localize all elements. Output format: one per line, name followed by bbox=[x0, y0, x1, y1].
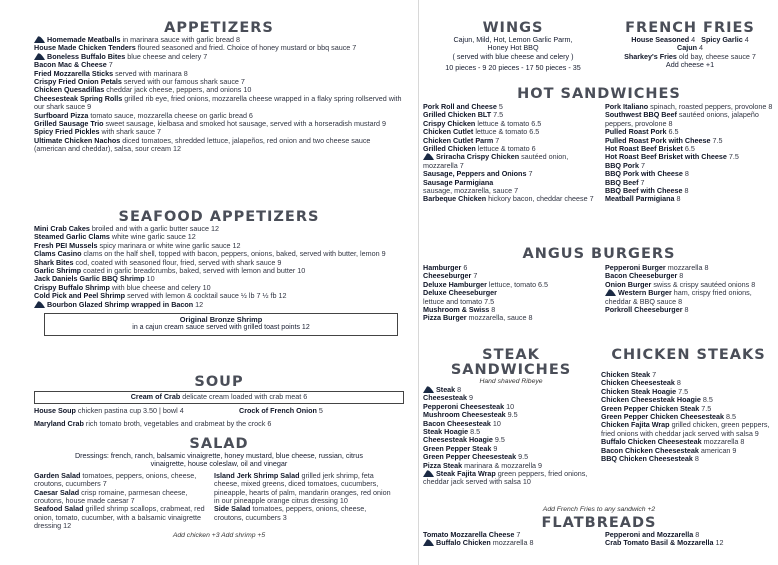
menu-item-name: Porkroll Cheeseburger bbox=[605, 305, 683, 315]
menu-item-desc: sautéed onion, mozzarella 7 bbox=[423, 152, 569, 170]
menu-item bbox=[605, 111, 775, 128]
menu-item-desc: 12 bbox=[713, 538, 724, 548]
menu-item-desc: marinara & mozzarella 9 bbox=[462, 460, 543, 470]
menu-item-desc: lettuce, tomato 6.5 bbox=[486, 279, 549, 289]
menu-item-desc: 9 bbox=[491, 443, 498, 453]
menu-item-desc: floured seasoned and fried. Choice of honey mustard or bbq sauce 7 bbox=[135, 43, 357, 53]
menu-item-desc: spicy marinara or white wine garlic sauce 12 bbox=[97, 240, 241, 250]
hot-sandwiches-title: HOT SANDWICHES bbox=[517, 86, 681, 102]
fries-row-1: House Seasoned 4 Spicy Garlic 4 bbox=[631, 35, 749, 44]
menu-item-name: Mini Crab Cakes bbox=[34, 224, 90, 233]
menu-item-name: Onion Burger bbox=[605, 279, 652, 289]
menu-item-name: Pizza Steak bbox=[423, 460, 463, 470]
menu-item-name: Cheesesteak bbox=[423, 393, 467, 403]
menu-item-name: Sausage Parmigiana bbox=[423, 177, 494, 187]
wings-flavors: Cajun, Mild, Hot, Lemon Garlic Parm, Honey Hot BBQ bbox=[453, 35, 573, 53]
menu-item-desc: mozzarella 8 bbox=[701, 437, 745, 447]
menu-item-name: Chicken Steak Hoagie bbox=[601, 386, 677, 396]
menu-item-name: Sriracha Crispy Chicken bbox=[436, 152, 520, 162]
menu-item bbox=[605, 306, 775, 314]
menu-item-name: Garden Salad bbox=[34, 470, 81, 480]
menu-item-desc: sausage, mozzarella, sauce 7 bbox=[423, 186, 519, 196]
menu-item-name: Side Salad bbox=[214, 504, 251, 514]
menu-item-name: Bacon Chicken Cheesesteak bbox=[601, 445, 699, 455]
menu-item-name: Chicken Cheesesteak Hoagie bbox=[601, 395, 701, 405]
menu-item-desc: broiled and with a garlic butter sauce 12 bbox=[89, 224, 219, 233]
menu-item-desc: grilled jerk shrimp, feta cheese, mixed greens, diced tomatoes, cucumbers, pineapple, hearts of palm, mandarin oranges, red onion in our pineapple orange citrus dressing 10 bbox=[214, 470, 391, 506]
menu-item-name: Meatball Parmigiana bbox=[605, 194, 675, 204]
salad-title: SALAD bbox=[189, 436, 249, 452]
menu-item-desc: 7 bbox=[106, 60, 113, 70]
menu-item-desc: 6.5 bbox=[666, 127, 679, 137]
menu-item-name: Chicken Cutlet Parm bbox=[423, 135, 494, 145]
house-soup: House Soup chicken pastina cup 3.50 | bowl 4 bbox=[34, 406, 184, 416]
menu-item-desc: sweet sausage, kielbasa and smoked hot sausage, served with a horseradish mustard 9 bbox=[103, 119, 386, 129]
menu-item-desc: 7 bbox=[650, 370, 657, 379]
menu-item-name: Pork Italiano bbox=[605, 102, 649, 111]
menu-item-desc: 8 bbox=[674, 378, 681, 388]
shark-fin-icon bbox=[605, 289, 616, 296]
menu-item-desc: 8 bbox=[674, 194, 681, 204]
menu-item bbox=[605, 289, 775, 306]
menu-item-name: Pepperoni Burger bbox=[605, 263, 666, 272]
wings-section bbox=[423, 21, 603, 73]
wings-title: WINGS bbox=[482, 20, 544, 36]
menu-item bbox=[34, 505, 206, 530]
soup-section bbox=[34, 375, 404, 428]
menu-item-desc: 7 bbox=[526, 169, 533, 179]
hot-sandwiches-columns bbox=[423, 103, 775, 204]
menu-item-name: BBQ Beef with Cheese bbox=[605, 186, 683, 196]
menu-item-name: Western Burger bbox=[618, 288, 672, 298]
menu-item-name: Chicken Cheesesteak bbox=[601, 378, 675, 388]
menu-item bbox=[601, 421, 776, 438]
menu-item-desc: cheddar jack cheese, peppers, and onions 10 bbox=[104, 85, 252, 95]
menu-item-desc: 10 bbox=[144, 274, 155, 284]
menu-item-desc: 7.5 bbox=[491, 110, 504, 120]
menu-item-name: House Made Chicken Tenders bbox=[34, 43, 136, 53]
menu-item-name: Jack Daniels Garlic BBQ Shrimp bbox=[34, 274, 145, 284]
salad-right-list bbox=[214, 472, 396, 531]
seafood-list bbox=[34, 225, 404, 309]
menu-item-desc: 9 bbox=[466, 393, 473, 403]
menu-item-name: Hamburger bbox=[423, 263, 462, 272]
menu-item-desc: 8.5 bbox=[468, 427, 481, 437]
menu-item-desc: in marinara sauce with garlic bread 8 bbox=[120, 35, 240, 44]
menu-item-name: Deluxe Cheeseburger bbox=[423, 288, 497, 298]
salad-left-list bbox=[34, 472, 214, 531]
shark-fin-icon bbox=[34, 301, 45, 308]
hot-left-list bbox=[423, 103, 605, 204]
menu-item-desc: hickory bacon, cheddar cheese 7 bbox=[486, 194, 594, 204]
menu-item-desc: blue cheese and celery 7 bbox=[125, 51, 208, 61]
menu-item-name: Homemade Meatballs bbox=[47, 35, 121, 44]
menu-item-desc: 10 bbox=[504, 401, 515, 411]
appetizers-list bbox=[34, 36, 404, 154]
fries-note: Add French Fries to any sandwich +2 bbox=[542, 506, 656, 513]
menu-item-desc: sautéed onions, jalapeño peppers, provolone 8 bbox=[605, 110, 759, 128]
menu-item-name: Steak bbox=[436, 385, 456, 394]
menu-item-name: Barbeque Chicken bbox=[423, 194, 487, 204]
bronze-shrimp-box bbox=[44, 313, 398, 336]
shark-fin-icon bbox=[423, 470, 434, 477]
menu-item bbox=[34, 137, 404, 154]
menu-item-name: Pulled Roast Pork with Cheese bbox=[605, 135, 711, 145]
menu-item-desc: 7 bbox=[514, 530, 521, 539]
menu-item-desc: 7.5 bbox=[710, 135, 723, 145]
menu-item-desc: lettuce & tomato 6 bbox=[475, 144, 536, 154]
menu-item-desc: 9.5 bbox=[505, 410, 518, 420]
menu-item-name: Mushroom & Swiss bbox=[423, 305, 490, 315]
steak-list bbox=[423, 386, 599, 487]
menu-item bbox=[605, 195, 775, 203]
fries-row-3: Sharkey's Fries old bay, cheese sauce 7 bbox=[624, 51, 756, 61]
menu-item-name: Steak Fajita Wrap bbox=[436, 469, 496, 479]
menu-item bbox=[423, 470, 599, 487]
menu-item-name: Fried Mozzarella Sticks bbox=[34, 68, 114, 78]
menu-item-desc: cod, coated with seasoned flour, fried, served with shark sauce 9 bbox=[73, 257, 282, 267]
menu-item-name: Sausage, Peppers and Onions bbox=[423, 169, 527, 179]
menu-item-desc: coated in garlic breadcrumbs, baked, served with lemon and butter 10 bbox=[81, 266, 306, 276]
cream-of-crab-desc: delicate cream loaded with crab meat 6 bbox=[180, 392, 308, 401]
menu-item-desc: 8 bbox=[692, 454, 699, 464]
menu-item-desc: 8 bbox=[677, 271, 684, 281]
shark-fin-icon bbox=[423, 153, 434, 160]
salad-section bbox=[34, 437, 404, 540]
menu-item-desc: 8 bbox=[682, 305, 689, 315]
fries-row-2: Cajun 4 bbox=[677, 43, 703, 53]
flatbreads-right-list bbox=[605, 531, 775, 548]
menu-item-name: Green Pepper Steak bbox=[423, 443, 492, 453]
menu-item bbox=[423, 314, 599, 322]
menu-item-name: Bourbon Glazed Shrimp wrapped in Bacon bbox=[47, 299, 194, 309]
salad-dressings: Dressings: french, ranch, balsamic vinaigrette, honey mustard, blue cheese, russian, citrus vinaigrette, house coleslaw, oil and vinegar bbox=[74, 451, 364, 469]
menu-item bbox=[214, 472, 396, 506]
soup-title: SOUP bbox=[194, 374, 244, 390]
menu-item-name: Green Pepper Chicken Steak bbox=[601, 403, 700, 413]
menu-item-name: Bacon Mac & Cheese bbox=[34, 60, 107, 70]
menu-item-desc: 7 bbox=[638, 177, 645, 187]
menu-item-name: Crispy Chicken bbox=[423, 118, 476, 128]
menu-item-name: Chicken Quesadillas bbox=[34, 85, 105, 95]
salad-addons: Add chicken +3 Add shrimp +5 bbox=[172, 531, 266, 539]
salad-columns bbox=[34, 472, 404, 531]
menu-item-desc: 9.5 bbox=[492, 435, 505, 445]
menu-item-desc: ham, crispy fried onions, cheddar & BBQ sauce 8 bbox=[605, 288, 752, 306]
menu-item-name: Grilled Sausage Trio bbox=[34, 119, 104, 129]
menu-item-name: Cheeseburger bbox=[423, 271, 472, 281]
steak-title: STEAK SANDWICHES bbox=[450, 347, 572, 378]
menu-item-name: Pepperoni and Mozzarella bbox=[605, 530, 694, 539]
menu-item-name: Bacon Cheesesteak bbox=[423, 418, 491, 428]
seafood-section bbox=[34, 210, 404, 336]
menu-item-desc: 8 bbox=[682, 169, 689, 179]
french-onion-soup: Crock of French Onion 5 bbox=[239, 406, 323, 416]
flatbreads-section bbox=[423, 516, 775, 548]
menu-item-name: Buffalo Chicken bbox=[436, 538, 491, 548]
menu-item-desc: green peppers, fried onions, cheddar jack served with salsa 10 bbox=[423, 469, 588, 487]
menu-item-desc: 7.5 bbox=[676, 386, 689, 396]
menu-item-desc: served with our famous shark sauce 7 bbox=[121, 77, 245, 87]
appetizers-title: APPETIZERS bbox=[164, 20, 274, 36]
chicken-section bbox=[601, 348, 776, 463]
fries-section bbox=[605, 21, 775, 70]
menu-item-name: Ultimate Chicken Nachos bbox=[34, 135, 121, 145]
appetizers-section bbox=[34, 21, 404, 154]
menu-item-desc: lettuce & tomato 6.5 bbox=[473, 127, 540, 137]
menu-item-desc: diced tomatoes, shredded lettuce, jalapeños, red onion and two cheese sauce (american and cheddar), salsa, sour cream 12 bbox=[34, 135, 371, 154]
maryland-crab-soup: Maryland Crab rich tomato broth, vegetables and crabmeat by the crock 6 bbox=[34, 418, 272, 428]
flatbreads-title: FLATBREADS bbox=[541, 515, 657, 531]
menu-item-desc: 8 bbox=[489, 305, 496, 315]
menu-item bbox=[214, 505, 396, 522]
chicken-list bbox=[601, 371, 776, 463]
menu-item-name: BBQ Pork with Cheese bbox=[605, 169, 683, 179]
menu-item-name: Shark Bites bbox=[34, 257, 74, 267]
shark-fin-icon bbox=[423, 539, 434, 546]
menu-item-desc: 6.5 bbox=[682, 144, 695, 154]
steak-sub: Hand shaved Ribeye bbox=[479, 378, 543, 385]
menu-item bbox=[34, 472, 206, 489]
angus-right-list bbox=[605, 264, 775, 323]
menu-item-name: Fresh PEI Mussels bbox=[34, 240, 98, 250]
menu-item-name: Cheesesteak Hoagie bbox=[423, 435, 493, 445]
menu-item-name: Hot Roast Beef Brisket with Cheese bbox=[605, 152, 727, 162]
wings-served: ( served with blue cheese and celery ) bbox=[452, 51, 574, 61]
menu-item-desc: 8 bbox=[682, 186, 689, 196]
angus-columns bbox=[423, 264, 775, 323]
menu-item-name: Seafood Salad bbox=[34, 504, 84, 514]
menu-item-desc: 8.5 bbox=[724, 412, 737, 422]
menu-item-name: Garlic Shrimp bbox=[34, 266, 82, 276]
menu-item bbox=[34, 95, 404, 112]
cream-of-crab-name: Cream of Crab bbox=[130, 392, 181, 401]
menu-item-desc: 7.5 bbox=[726, 152, 739, 162]
menu-item-name: Chicken Cutlet bbox=[423, 127, 474, 137]
menu-item-name: Deluxe Hamburger bbox=[423, 279, 487, 289]
menu-item-desc: lettuce & tomato 6.5 bbox=[475, 118, 542, 128]
menu-item bbox=[34, 301, 404, 309]
menu-item-desc: 10 bbox=[490, 418, 501, 428]
menu-item-name: Green Pepper Chicken Cheesesteak bbox=[601, 412, 725, 422]
menu-item bbox=[423, 153, 599, 170]
menu-item-name: Pepperoni Cheesesteak bbox=[423, 401, 505, 411]
hot-sandwiches-section bbox=[423, 87, 775, 204]
shark-fin-icon bbox=[34, 53, 45, 60]
menu-item-name: BBQ Beef bbox=[605, 177, 639, 187]
menu-item-desc: tomatoes, peppers, onions, cheese, croutons, cucumbers 3 bbox=[214, 504, 367, 522]
seafood-title: SEAFOOD APPETIZERS bbox=[118, 209, 320, 225]
menu-item-name: Pork Roll and Cheese bbox=[423, 102, 497, 111]
menu-item-name: Buffalo Chicken Cheesesteak bbox=[601, 437, 702, 447]
menu-item-name: Cold Pick and Peel Shrimp bbox=[34, 291, 126, 301]
menu-item-name: BBQ Chicken Cheesesteak bbox=[601, 454, 693, 464]
menu-item-name: Boneless Buffalo Bites bbox=[47, 51, 126, 61]
wings-prices: 10 pieces - 9 20 pieces - 17 50 pieces - 35 bbox=[445, 63, 581, 73]
menu-item-desc: with blue cheese and celery 10 bbox=[109, 282, 211, 292]
shark-fin-icon bbox=[423, 386, 434, 393]
menu-item-name: Crab Tomato Basil & Mozzarella bbox=[605, 538, 714, 548]
menu-item-desc: spinach, roasted peppers, provolone 8 bbox=[648, 102, 773, 111]
menu-item-desc: 8 bbox=[455, 385, 462, 394]
menu-item-desc: 7 bbox=[493, 135, 500, 145]
menu-item-name: Surfboard Pizza bbox=[34, 110, 89, 120]
fries-addcheese: Add cheese +1 bbox=[665, 60, 715, 70]
menu-item bbox=[34, 489, 206, 506]
menu-item-name: Crispy Fried Onion Petals bbox=[34, 77, 122, 87]
menu-item-desc: grilled chicken, green peppers, fried onions with cheddar jack served with salsa 9 bbox=[601, 420, 770, 438]
menu-item-desc: 7 bbox=[471, 271, 478, 281]
menu-item-desc: american 9 bbox=[698, 445, 737, 455]
menu-item-name: Caesar Salad bbox=[34, 487, 80, 497]
flatbreads-left-list bbox=[423, 531, 605, 548]
menu-item-desc: lettuce and tomato 7.5 bbox=[423, 296, 495, 306]
hot-right-list bbox=[605, 103, 775, 204]
soup-row bbox=[34, 407, 404, 415]
menu-item-desc: served with lemon & cocktail sauce ½ lb 7 ½ fb 12 bbox=[125, 291, 287, 301]
menu-item bbox=[423, 539, 601, 547]
menu-item-desc: with shark sauce 7 bbox=[99, 127, 162, 137]
shark-fin-icon bbox=[34, 36, 45, 43]
right-column bbox=[419, 0, 778, 565]
flatbreads-columns bbox=[423, 531, 775, 548]
menu-item bbox=[601, 455, 776, 463]
menu-item-desc: tomatoes, peppers, onions, cheese, croutons, cucumbers 7 bbox=[34, 470, 197, 489]
menu-item-name: Chicken Steak bbox=[601, 370, 651, 379]
menu-item-desc: 7.5 bbox=[699, 403, 712, 413]
menu-item-desc: mozzarella 8 bbox=[665, 263, 709, 272]
menu-item bbox=[605, 539, 775, 547]
menu-item-name: Grilled Chicken BLT bbox=[423, 110, 492, 120]
menu-item-name: Bacon Cheeseburger bbox=[605, 271, 678, 281]
menu-item-name: Grilled Chicken bbox=[423, 144, 476, 154]
menu-item-name: Clams Casino bbox=[34, 249, 82, 259]
menu-item-desc: crisp romaine, parmesan cheese, croutons, house made caesar 7 bbox=[34, 487, 188, 506]
menu-item bbox=[423, 195, 599, 203]
menu-item-name: Mushroom Cheesesteak bbox=[423, 410, 506, 420]
menu-item-desc: tomato sauce, mozzarella cheese on garlic bread 6 bbox=[88, 110, 253, 120]
bronze-shrimp-desc: in a cajun cream sauce served with grilled toast points 12 bbox=[132, 324, 310, 332]
angus-title: ANGUS BURGERS bbox=[522, 246, 676, 262]
menu-item-name: Tomato Mozzarella Cheese bbox=[423, 530, 515, 539]
cream-of-crab-box bbox=[34, 391, 404, 404]
chicken-title: CHICKEN STEAKS bbox=[611, 347, 766, 363]
menu-item-name: Pulled Roast Pork bbox=[605, 127, 667, 137]
menu-item-desc: mozzarella, sauce 8 bbox=[466, 313, 533, 323]
fries-title: FRENCH FRIES bbox=[625, 20, 755, 36]
menu-item-name: Crispy Buffalo Shrimp bbox=[34, 282, 110, 292]
menu-item-name: Green Pepper Cheesesteak bbox=[423, 452, 517, 462]
menu-item-name: Cheesesteak Spring Rolls bbox=[34, 93, 123, 103]
menu-item-desc: 6 bbox=[461, 263, 468, 272]
menu-item-desc: 7 bbox=[638, 160, 645, 170]
menu-item-name: Steak Hoagie bbox=[423, 427, 469, 437]
menu-item-desc: 5 bbox=[496, 102, 503, 111]
angus-left-list bbox=[423, 264, 605, 323]
menu-item-desc: grilled shrimp scallops, crabmeat, red onion, tomato, cucumber, with a balsamic vinaigrette dressing 12 bbox=[34, 504, 205, 531]
menu-item-name: Hot Roast Beef Brisket bbox=[605, 144, 683, 154]
menu-item-desc: white wine garlic sauce 12 bbox=[109, 232, 196, 242]
menu-item-desc: 8.5 bbox=[700, 395, 713, 405]
bronze-shrimp-title: Original Bronze Shrimp bbox=[179, 315, 263, 325]
menu-item-name: Pizza Burger bbox=[423, 313, 467, 323]
menu-item-name: Chicken Fajita Wrap bbox=[601, 420, 670, 430]
menu-item-desc: clams on the half shell, topped with bacon, peppers, onions, baked, served with butter, lemon 9 bbox=[81, 249, 386, 259]
menu-item-name: Spicy Fried Pickles bbox=[34, 127, 100, 137]
steak-section bbox=[423, 348, 599, 487]
angus-section bbox=[423, 247, 775, 323]
menu-item-desc: served with marinara 8 bbox=[113, 68, 188, 78]
menu-item-name: Southwest BBQ Beef bbox=[605, 110, 677, 120]
menu-item-desc: swiss & crispy sautéed onions 8 bbox=[651, 279, 756, 289]
menu-item-name: Steamed Garlic Clams bbox=[34, 232, 110, 242]
menu-item-desc: 9.5 bbox=[516, 452, 529, 462]
menu-item-name: Island Jerk Shrimp Salad bbox=[214, 470, 300, 480]
menu-item-name: BBQ Pork bbox=[605, 160, 639, 170]
menu-item-desc: 8 bbox=[693, 530, 700, 539]
menu-item-desc: grilled rib eye, fried onions, mozzarella cheese wrapped in a flaky spring rollserved with our shark sauce 9 bbox=[34, 93, 402, 112]
menu-item-desc: 12 bbox=[193, 299, 204, 309]
menu-item-desc: mozzarella 8 bbox=[490, 538, 534, 548]
